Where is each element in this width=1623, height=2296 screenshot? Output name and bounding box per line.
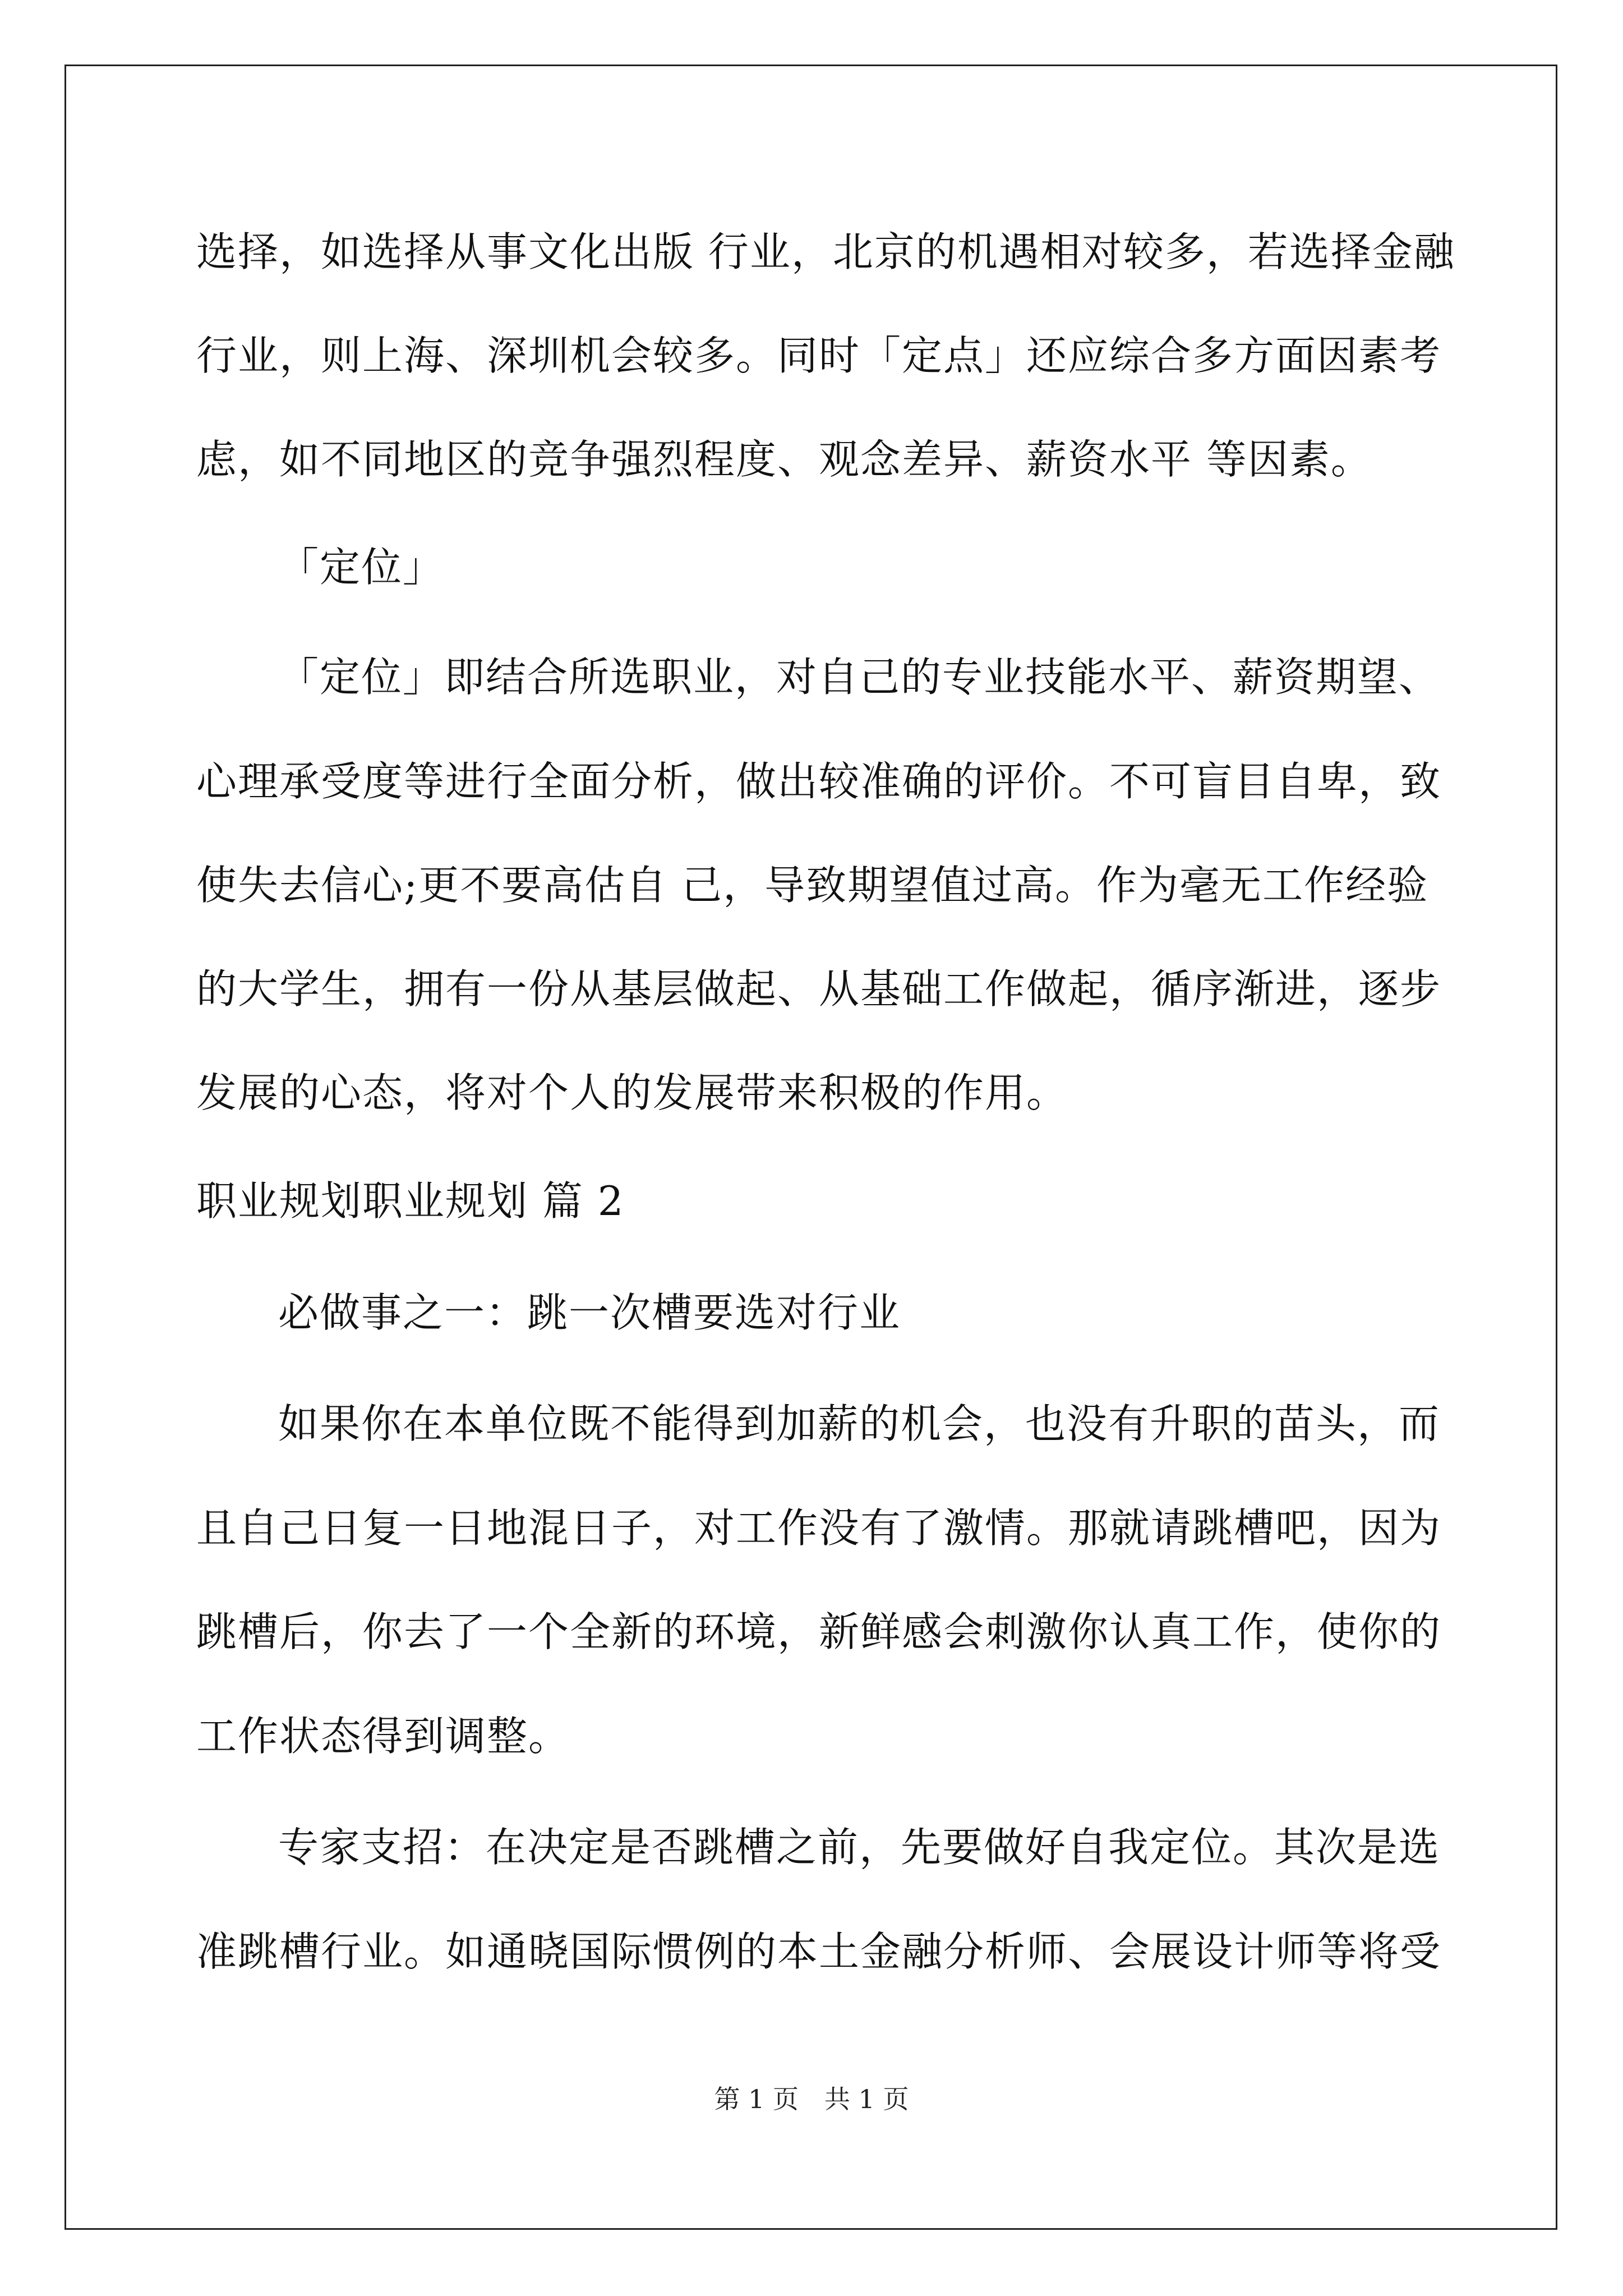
article-heading: 职业规划职业规划 篇 2 [196, 1177, 625, 1225]
paragraph-line: 发展的心态，将对个人的发展带来积极的作用。 [196, 1069, 1068, 1116]
paragraph-line: 专家支招：在决定是否跳槽之前，先要做好自我定位。其次是选 [278, 1824, 1441, 1871]
paragraph-line: 选择，如选择从事文化出版 行业，北京的机遇相对较多，若选择金融 [196, 228, 1455, 275]
paragraph-line: 使失去信心;更不要高估自 己，导致期望值过高。作为毫无工作经验 [196, 862, 1429, 909]
paragraph-line: 心理承受度等进行全面分析，做出较准确的评价。不可盲目自卑，致 [196, 758, 1442, 805]
paragraph-line: 如果你在本单位既不能得到加薪的机会，也没有升职的苗头，而 [278, 1400, 1441, 1447]
paragraph-line: 准跳槽行业。如通晓国际惯例的本土金融分析师、会展设计师等将受 [196, 1928, 1442, 1975]
paragraph-line: 工作状态得到调整。 [196, 1713, 570, 1760]
paragraph-line: 行业，则上海、深圳机会较多。同时「定点」还应综合多方面因素考 [196, 332, 1442, 379]
paragraph-line: 跳槽后，你去了一个全新的环境，新鲜感会刺激你认真工作，使你的 [196, 1608, 1442, 1655]
paragraph-line: 虑，如不同地区的竞争强烈程度、观念差异、薪资水平 等因素。 [196, 436, 1372, 483]
section-heading: 必做事之一：跳一次槽要选对行业 [278, 1289, 901, 1336]
paragraph-line: 且自己日复一日地混日子，对工作没有了激情。那就请跳槽吧，因为 [196, 1504, 1442, 1552]
page-number-footer: 第 1 页 共 1 页 [714, 2084, 909, 2114]
paragraph-line: 「定位」即结合所选职业，对自己的专业技能水平、薪资期望、 [278, 654, 1441, 701]
page-border [64, 65, 1557, 2230]
section-heading: 「定位」 [278, 544, 445, 591]
paragraph-line: 的大学生，拥有一份从基层做起、从基础工作做起，循序渐进，逐步 [196, 965, 1442, 1013]
